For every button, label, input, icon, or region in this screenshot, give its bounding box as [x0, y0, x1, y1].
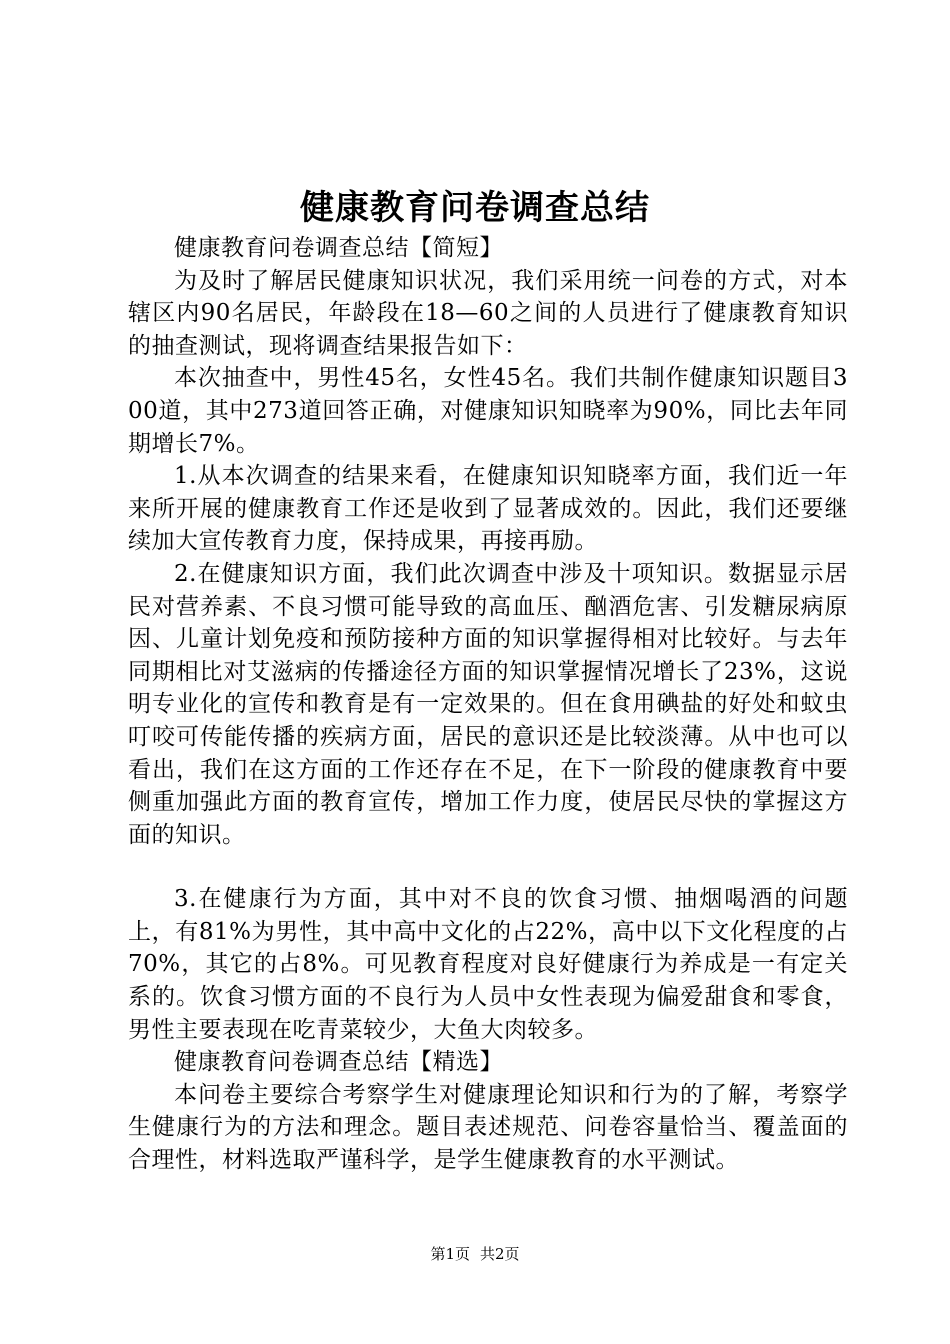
page-footer — [0, 1243, 950, 1265]
paragraph-point-1: 1.从本次调查的结果来看，在健康知识知晓率方面，我们近一年来所开展的健康教育工作还是收到了显著成效的。因此，我们还要继续加大宣传教育力度，保持成果，再接再励。 — [128, 463, 848, 555]
paragraph-survey-stats: 本次抽查中，男性45名，女性45名。我们共制作健康知识题目300道，其中273道回答正确，对健康知识知晓率为90%，同比去年同期增长7%。 — [128, 365, 848, 457]
page-number: 第1页 — [430, 1245, 470, 1263]
section-heading-selected: 健康教育问卷调查总结【精选】 — [174, 1049, 503, 1076]
paragraph-selected-summary: 本问卷主要综合考察学生对健康理论知识和行为的了解，考察学生健康行为的方法和理念。题目表述规范、问卷容量恰当、覆盖面的合理性，材料选取严谨科学，是学生健康教育的水平测试。 — [128, 1081, 848, 1174]
paragraph-point-2: 2.在健康知识方面，我们此次调查中涉及十项知识。数据显示居民对营养素、不良习惯可能导致的高血压、酗酒危害、引发糖尿病原因、儿童计划免疫和预防接种方面的知识掌握得相对比较好。与去年同期相比对艾滋病的传播途径方面的知识掌握情况增长了23%，这说明专业化的宣传和教育是有一定效果的。但在食用碘盐的好处和蚊虫叮咬可传能传播的疾病方面，居民的意识还是比较淡薄。从中也可以看出，我们在这方面的工作还存在不足，在下一阶段的健康教育中要侧重加强此方面的教育宣传，增加工作力度，使居民尽快的掌握这方面的知识。 — [128, 560, 848, 848]
paragraph-point-3: 3.在健康行为方面，其中对不良的饮食习惯、抽烟喝酒的问题上，有81%为男性，其中高中文化的占22%，高中以下文化程度的占70%，其它的占8%。可见教育程度对良好健康行为养成是一有定关系的。饮食习惯方面的不良行为人员中女性表现为偏爱甜食和零食，男性主要表现在吃青菜较少，大鱼大肉较多。 — [128, 886, 848, 1043]
paragraph-intro: 为及时了解居民健康知识状况，我们采用统一问卷的方式，对本辖区内90名居民，年龄段在18—60之间的人员进行了健康教育知识的抽查测试，现将调查结果报告如下： — [128, 267, 848, 359]
document-body — [128, 232, 848, 1177]
section-heading-short: 健康教育问卷调查总结【简短】 — [174, 235, 503, 261]
page-count: 共2页 — [480, 1245, 520, 1263]
document-title: 健康教育问卷调查总结 — [300, 188, 650, 228]
